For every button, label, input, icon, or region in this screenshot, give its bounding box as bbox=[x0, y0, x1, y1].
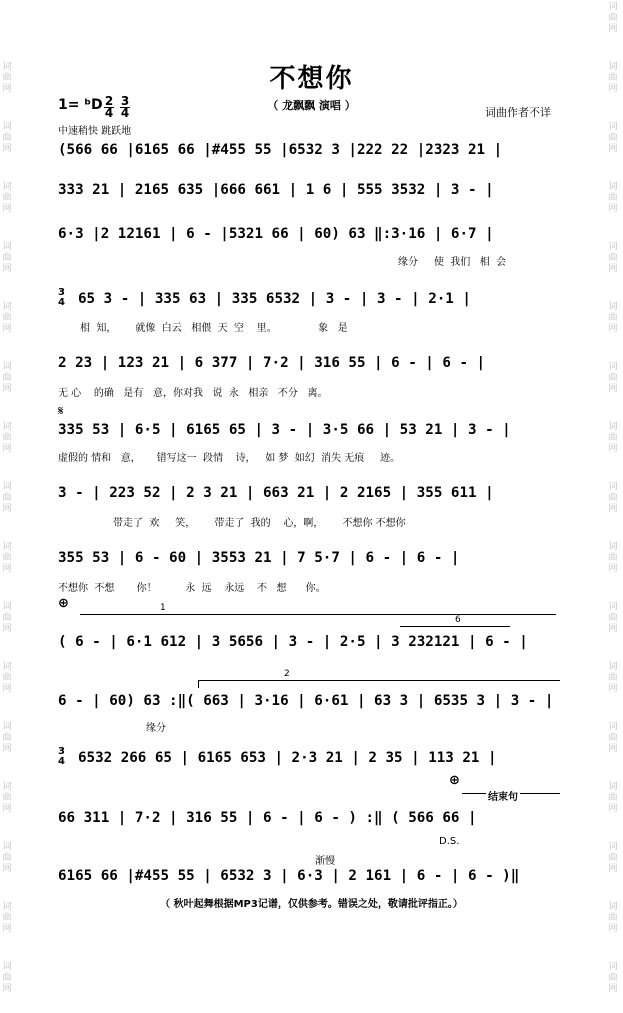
coda-icon-1: ⊕ bbox=[58, 596, 69, 611]
composer-credit: 词曲作者不详 bbox=[485, 106, 551, 119]
watermark-right-11: 词 曲 网 bbox=[608, 602, 618, 634]
watermark-left-1: 词 曲 网 bbox=[2, 62, 12, 94]
staff-line-2: 333 21 | 2165 635 |666 661 | 1 6 | 555 3532 | 3 - | bbox=[58, 182, 494, 198]
staff-line-10: 6 - | 60) 63 :‖( 663 | 3·16 | 6·61 | 63 3 | 6535 3 | 3 - | bbox=[58, 693, 554, 709]
watermark-right-9: 词 曲 网 bbox=[608, 482, 618, 514]
time-signature-3-4 bbox=[120, 96, 130, 119]
watermark-right-6: 词 曲 网 bbox=[608, 302, 618, 334]
key-signature: 1= ᵇD bbox=[58, 97, 103, 113]
segno-icon: 𝄋 bbox=[58, 404, 64, 419]
watermark-right-3: 词 曲 网 bbox=[608, 122, 618, 154]
volta-bracket-1 bbox=[80, 603, 556, 615]
watermark-left-12: 词 曲 网 bbox=[2, 722, 12, 754]
ending-label: 结束句 bbox=[486, 788, 520, 803]
watermark-right-4: 词 曲 网 bbox=[608, 182, 618, 214]
staff-line-6: 335 53 | 6·5 | 6165 65 | 3 - | 3·5 66 | 53 21 | 3 - | bbox=[58, 422, 511, 438]
watermark-right-17: 词 曲 网 bbox=[608, 962, 618, 994]
watermark-left-7: 词 曲 网 bbox=[2, 422, 12, 454]
watermark-right-7: 词 曲 网 bbox=[608, 362, 618, 394]
watermark-left-2: 词 曲 网 bbox=[2, 122, 12, 154]
watermark-left-16: 词 曲 网 bbox=[2, 962, 12, 994]
volta-bracket-2 bbox=[198, 669, 560, 681]
lyric-line-3: 无 心 的确 是有 意，你对我 说 永 相亲 不分 离。 bbox=[58, 388, 328, 399]
watermark-right-1: 词 曲 网 bbox=[608, 2, 618, 34]
time-sig-b-top: 3 bbox=[120, 94, 130, 108]
coda-icon-2: ⊕ bbox=[449, 773, 460, 788]
volta-2-tick bbox=[198, 680, 199, 688]
watermark-left-15: 词 曲 网 bbox=[2, 902, 12, 934]
rit-mark: 渐慢 bbox=[315, 856, 335, 867]
watermark-right-8: 词 曲 网 bbox=[608, 422, 618, 454]
lyric-line-5: 带走了 欢 笑， 带走了 我的 心，啊， 不想你 不想你 bbox=[113, 518, 406, 529]
ds-mark: D.S. bbox=[439, 836, 460, 847]
staff-line-11-meter: 3 4 bbox=[58, 746, 65, 767]
watermark-left-9: 词 曲 网 bbox=[2, 542, 12, 574]
lyric-line-7: 缘分 bbox=[146, 723, 166, 734]
time-sig-a-top: 2 bbox=[104, 94, 114, 108]
singer-credit: （ 龙飘飘 演唱 ） bbox=[267, 99, 356, 112]
lyric-line-2: 相 知， 就像 白云 相偎 天 空 里。 象 是 bbox=[80, 323, 348, 334]
lyric-line-1: 缘分 使 我们 相 会 bbox=[398, 257, 507, 268]
volta-6-label: 6 bbox=[455, 615, 461, 625]
lyric-line-4: 虚假的 情和 意， 错写这一 段情 诗， 如 梦 如幻 消失 无痕 迹。 bbox=[58, 453, 401, 464]
volta-bracket-6 bbox=[400, 615, 510, 627]
watermark-left-11: 词 曲 网 bbox=[2, 662, 12, 694]
volta-1-label: 1 bbox=[160, 603, 166, 613]
watermark-right-2: 词 曲 网 bbox=[608, 62, 618, 94]
staff-line-11: 6532 266 65 | 6165 653 | 2·3 21 | 2 35 | 113 21 | bbox=[78, 750, 497, 766]
lyric-line-6: 不想你 不想 你！ 永 远 永远 不 想 你。 bbox=[58, 583, 326, 594]
tempo-marking: 中速稍快 跳跃地 bbox=[58, 126, 132, 137]
volta-2-label: 2 bbox=[284, 669, 290, 679]
time-sig-b-bottom: 4 bbox=[120, 106, 130, 120]
watermark-left-4: 词 曲 网 bbox=[2, 242, 12, 274]
watermark-left-6: 词 曲 网 bbox=[2, 362, 12, 394]
staff-line-3: 6·3 |2 12161 | 6 - |5321 66 | 60) 63 ‖:3·16 | 6·7 | bbox=[58, 226, 494, 242]
staff-line-12: 66 311 | 7·2 | 316 55 | 6 - | 6 - ) :‖ ( 566 66 | bbox=[58, 810, 477, 826]
watermark-right-14: 词 曲 网 bbox=[608, 782, 618, 814]
watermark-left-13: 词 曲 网 bbox=[2, 782, 12, 814]
watermark-left-3: 词 曲 网 bbox=[2, 182, 12, 214]
staff-line-13: 6165 66 |#455 55 | 6532 3 | 6·3 | 2 161 | 6 - | 6 - )‖ bbox=[58, 868, 520, 884]
watermark-right-10: 词 曲 网 bbox=[608, 542, 618, 574]
time-sig-a-bottom: 4 bbox=[104, 106, 114, 120]
watermark-left-14: 词 曲 网 bbox=[2, 842, 12, 874]
watermark-left-10: 词 曲 网 bbox=[2, 602, 12, 634]
staff-line-5: 2 23 | 123 21 | 6 377 | 7·2 | 316 55 | 6 - | 6 - | bbox=[58, 355, 486, 371]
staff-line-1: (566 66 |6165 66 |#455 55 |6532 3 |222 22 |2323 21 | bbox=[58, 142, 503, 158]
watermark-left-8: 词 曲 网 bbox=[2, 482, 12, 514]
watermark-left-5: 词 曲 网 bbox=[2, 302, 12, 334]
song-title: 不想你 bbox=[269, 64, 354, 94]
staff-line-9: ( 6 - | 6·1 612 | 3 5656 | 3 - | 2·5 | 3 232121 | 6 - | bbox=[58, 634, 528, 650]
watermark-right-15: 词 曲 网 bbox=[608, 842, 618, 874]
time-signature-2-4 bbox=[104, 96, 114, 119]
staff-line-4: 65 3 - | 335 63 | 335 6532 | 3 - | 3 - | 2·1 | bbox=[78, 291, 471, 307]
watermark-right-13: 词 曲 网 bbox=[608, 722, 618, 754]
staff-line-8: 355 53 | 6 - 60 | 3553 21 | 7 5·7 | 6 - | 6 - | bbox=[58, 550, 460, 566]
footer-note: （ 秋叶起舞根据MP3记谱，仅供参考。错误之处，敬请批评指正。） bbox=[160, 899, 463, 910]
watermark-right-16: 词 曲 网 bbox=[608, 902, 618, 934]
watermark-right-12: 词 曲 网 bbox=[608, 662, 618, 694]
watermark-right-5: 词 曲 网 bbox=[608, 242, 618, 274]
staff-line-4-meter: 3 4 bbox=[58, 287, 65, 308]
staff-line-7: 3 - | 223 52 | 2 3 21 | 663 21 | 2 2165 | 355 611 | bbox=[58, 485, 494, 501]
